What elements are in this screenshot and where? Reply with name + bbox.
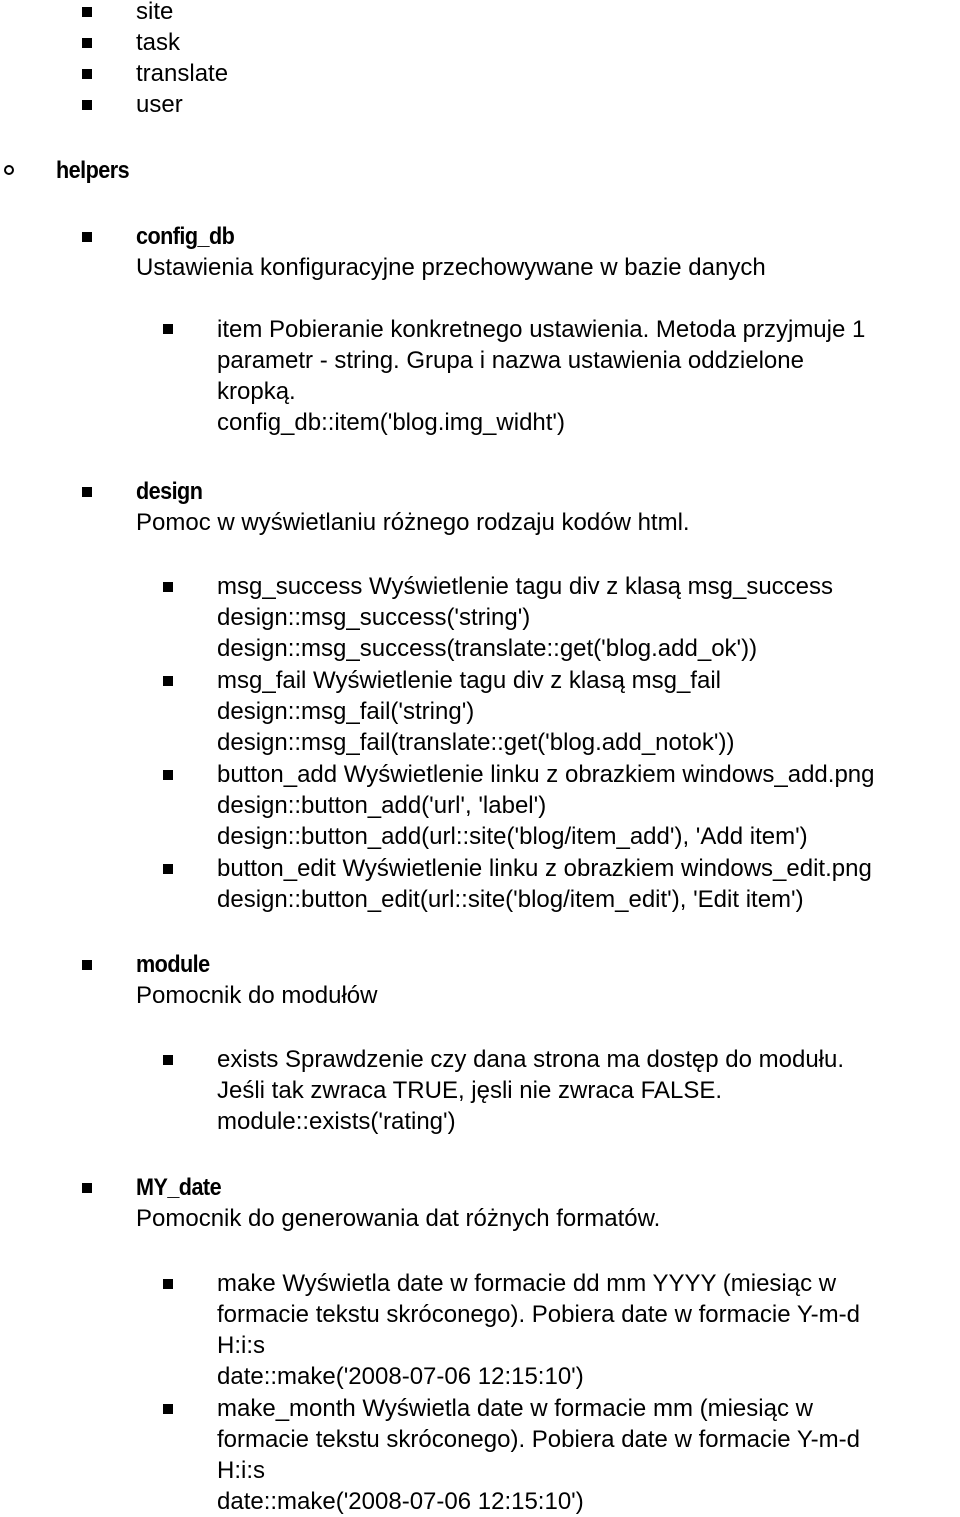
bullet-icon — [82, 69, 92, 79]
item-text: parametr - string. Grupa i nazwa ustawienia oddzielone — [217, 347, 804, 374]
bullet-icon — [163, 1404, 173, 1414]
bullet-icon — [163, 1055, 173, 1065]
item-code: date::make('2008-07-06 12:15:10') — [217, 1363, 584, 1390]
item-text: msg_success Wyświetlenie tagu div z klasą msg_success — [217, 573, 834, 600]
bullet-icon — [163, 324, 173, 334]
item-code: date::make('2008-07-06 12:15:10') — [217, 1488, 584, 1515]
bullet-icon — [82, 7, 92, 17]
item-code: design::msg_fail(translate::get('blog.add_notok')) — [217, 729, 735, 756]
bullet-icon — [163, 582, 173, 592]
item-code: design::msg_success(translate::get('blog.add_ok')) — [217, 635, 758, 662]
bullet-icon — [82, 100, 92, 110]
item-code: design::button_add('url', 'label') — [217, 792, 547, 819]
list-item: site — [136, 0, 174, 25]
item-text: H:i:s — [217, 1332, 265, 1359]
item-text: formacie tekstu skróconego). Pobiera date w formacie Y-m-d — [217, 1426, 860, 1453]
bullet-icon — [163, 770, 173, 780]
description: Pomoc w wyświetlaniu różnego rodzaju kodów html. — [136, 509, 690, 536]
item-text: make Wyświetla date w formacie dd mm YYYY (miesiąc w — [217, 1270, 837, 1297]
heading-my-date: MY_date — [136, 1174, 222, 1201]
item-text: button_edit Wyświetlenie linku z obrazkiem windows_edit.png — [217, 855, 872, 882]
item-text: Jeśli tak zwraca TRUE, jęsli nie zwraca FALSE. — [217, 1077, 723, 1104]
item-text: button_add Wyświetlenie linku z obrazkiem windows_add.png — [217, 761, 875, 788]
heading-module: module — [136, 951, 210, 978]
section-heading-helpers: helpers — [56, 157, 130, 184]
bullet-icon — [163, 676, 173, 686]
item-code: design::button_edit(url::site('blog/item_edit'), 'Edit item') — [217, 886, 804, 913]
list-item: translate — [136, 60, 229, 87]
bullet-icon — [82, 232, 92, 242]
bullet-icon — [82, 960, 92, 970]
list-item: user — [136, 91, 183, 118]
item-code: config_db::item('blog.img_widht') — [217, 409, 565, 436]
item-code: design::msg_fail('string') — [217, 698, 475, 725]
description: Ustawienia konfiguracyjne przechowywane w bazie danych — [136, 254, 766, 281]
circle-bullet-icon — [4, 165, 14, 175]
heading-config-db: config_db — [136, 223, 235, 250]
bullet-icon — [82, 487, 92, 497]
item-code: design::button_add(url::site('blog/item_add'), 'Add item') — [217, 823, 808, 850]
heading-design: design — [136, 478, 203, 505]
item-text: formacie tekstu skróconego). Pobiera date w formacie Y-m-d — [217, 1301, 860, 1328]
description: Pomocnik do modułów — [136, 982, 378, 1009]
bullet-icon — [163, 864, 173, 874]
description: Pomocnik do generowania dat różnych formatów. — [136, 1205, 661, 1232]
bullet-icon — [82, 38, 92, 48]
item-text: msg_fail Wyświetlenie tagu div z klasą msg_fail — [217, 667, 721, 694]
item-text: item Pobieranie konkretnego ustawienia. Metoda przyjmuje 1 — [217, 316, 866, 343]
bullet-icon — [163, 1279, 173, 1289]
item-code: design::msg_success('string') — [217, 604, 531, 631]
item-text: kropką. — [217, 378, 296, 405]
item-text: H:i:s — [217, 1457, 265, 1484]
item-text: exists Sprawdzenie czy dana strona ma dostęp do modułu. — [217, 1046, 845, 1073]
list-item: task — [136, 29, 181, 56]
item-code: module::exists('rating') — [217, 1108, 456, 1135]
bullet-icon — [82, 1183, 92, 1193]
item-text: make_month Wyświetla date w formacie mm (miesiąc w — [217, 1395, 813, 1422]
